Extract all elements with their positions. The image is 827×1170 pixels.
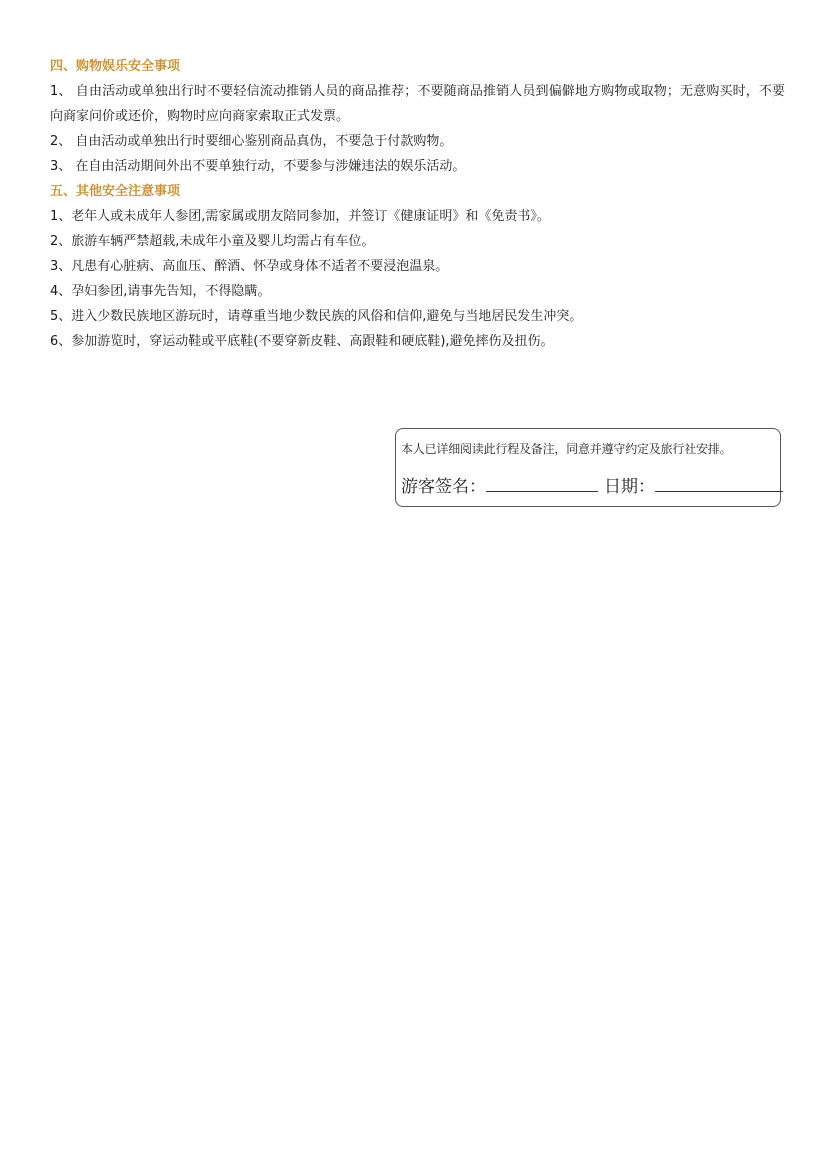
other-item-6: 6、参加游览时，穿运动鞋或平底鞋(不要穿新皮鞋、高跟鞋和硬底鞋),避免摔伤及扭伤。 <box>50 334 554 349</box>
section-title-shopping: 四、购物娱乐安全事项 <box>50 59 181 74</box>
visitor-signature-field[interactable] <box>486 473 598 492</box>
date-field[interactable] <box>655 473 783 492</box>
shopping-item-3: 3、 在自由活动期间外出不要单独行动，不要参与涉嫌违法的娱乐活动。 <box>50 159 466 174</box>
other-item-3: 3、凡患有心脏病、高血压、醉酒、怀孕或身体不适者不要浸泡温泉。 <box>50 259 449 274</box>
signature-row <box>401 473 783 499</box>
document-body <box>50 54 785 354</box>
shopping-item-2: 2、 自由活动或单独出行时要细心鉴别商品真伪，不要急于付款购物。 <box>50 134 453 149</box>
other-item-1: 1、老年人或未成年人参团,需家属或朋友陪同参加，并签订《健康证明》和《免责书》。 <box>50 209 550 224</box>
shopping-item-1: 1、 自由活动或单独出行时不要轻信流动推销人员的商品推荐；不要随商品推销人员到偏僻地方购物或取物；无意购买时，不要向商家问价或还价，购物时应向商家索取正式发票。 <box>50 84 785 124</box>
signature-box <box>395 428 781 507</box>
visitor-signature-label: 游客签名： <box>401 477 486 497</box>
other-item-4: 4、孕妇参团,请事先告知，不得隐瞒。 <box>50 284 271 299</box>
other-item-2: 2、旅游车辆严禁超载,未成年小童及婴儿均需占有车位。 <box>50 234 375 249</box>
section-title-other-safety: 五、其他安全注意事项 <box>50 184 181 199</box>
other-item-5: 5、进入少数民族地区游玩时，请尊重当地少数民族的风俗和信仰,避免与当地居民发生冲突。 <box>50 309 583 324</box>
date-label: 日期： <box>604 477 655 497</box>
agreement-statement: 本人已详细阅读此行程及备注，同意并遵守约定及旅行社安排。 <box>401 442 732 456</box>
